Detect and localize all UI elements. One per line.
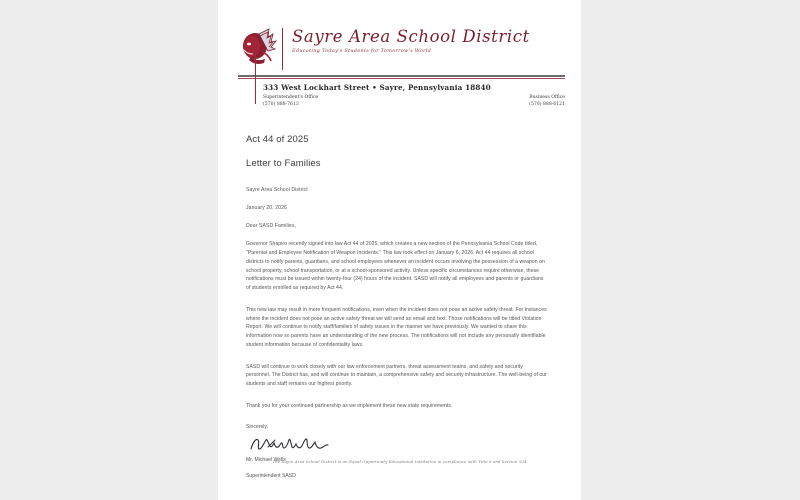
letter-date: January 20, 2026	[246, 205, 287, 212]
letterhead-wordmark	[292, 26, 565, 54]
letterhead-vertical-rule-lower	[255, 38, 256, 104]
letterhead	[218, 0, 581, 70]
letter-body	[218, 134, 581, 478]
letter-organization: Sayre Area School District	[246, 187, 308, 194]
business-office	[529, 95, 565, 108]
letterhead-top-row	[238, 26, 565, 70]
superintendent-office-phone: (570) 888-7613	[263, 101, 299, 107]
district-address: 333 West Lockhart Street • Sayre, Pennsylvania 18840	[263, 83, 491, 92]
letterhead-contact-block	[218, 83, 581, 108]
letterhead-rule-thick	[238, 75, 565, 77]
district-name: Sayre Area School District	[292, 27, 530, 46]
letter-paragraph-2: This new law may result in more frequent notifications, even when the incident does not pose an active safety threat. For instances where the incident does not pose an active safety threat we will send an email and text. Those notifications will be titled Violation Report. We will continue to notify staff/families of safety issues in the manner we have previously. We wanted to share this information now so parents have an understanding of the new process. The notifications will not include any personally identifiable student information because of confidentiality laws.	[246, 306, 547, 348]
business-office-label: Business Office	[529, 95, 565, 100]
district-tagline: Educating Today's Students for Tomorrow's World	[292, 48, 432, 55]
letter-page	[218, 0, 581, 500]
letter-salutation: Dear SASD Families,	[246, 223, 297, 230]
letterhead-vertical-rule	[282, 28, 283, 70]
letterhead-rule-thin	[238, 78, 565, 79]
letter-closing: Sincerely,	[246, 423, 268, 430]
letter-paragraph-1: Governor Shapiro recently signed into law Act 44 of 2025, which creates a new section of the Pennsylvania School Code titled, "Parental and Employee Notification of Weapon Incidents." This law took effect on January 6, 2026. Act 44 requires all school districts to notify parents, guardians, and school employees whenever an incident occurs involving the possession of a weapon on school property, school transportation, or at a school-sponsored activity. Unless specific circumstances require otherwise, these notifications must be issued within twenty-four (24) hours of the incident. SASD will notify all employees and parents or guardians of students enrolled as required by Act 44.	[246, 241, 545, 292]
office-contacts	[263, 95, 565, 108]
signer-name: Mr. Michael Wells	[246, 456, 286, 463]
document-title: Act 44 of 2025	[246, 134, 309, 146]
signer-title: Superintendent SASD	[246, 472, 296, 479]
footer-compliance-note: The Sayre Area School District is an Equal Opportunity Educational Institution in compliance with Title 9 and Section 504	[272, 459, 527, 464]
superintendent-office	[263, 95, 318, 108]
letter-paragraph-3: SASD will continue to work closely with our law enforcement partners, threat assessment teams, and safety and security personnel. The District has, and will continue to maintain, a comprehensive safety and security infrastructure. The well-being of our students and staff remains our highest priority.	[246, 363, 547, 388]
school-crest-icon	[238, 26, 278, 70]
signature-image	[248, 434, 547, 454]
business-office-phone: (570) 888-6121	[529, 101, 565, 107]
superintendent-office-label: Superintendent's Office	[263, 95, 319, 100]
letter-paragraph-4: Thank you for your continued partnership as we implement these new state requirements.	[246, 402, 453, 409]
document-subtitle: Letter to Families	[246, 158, 321, 170]
